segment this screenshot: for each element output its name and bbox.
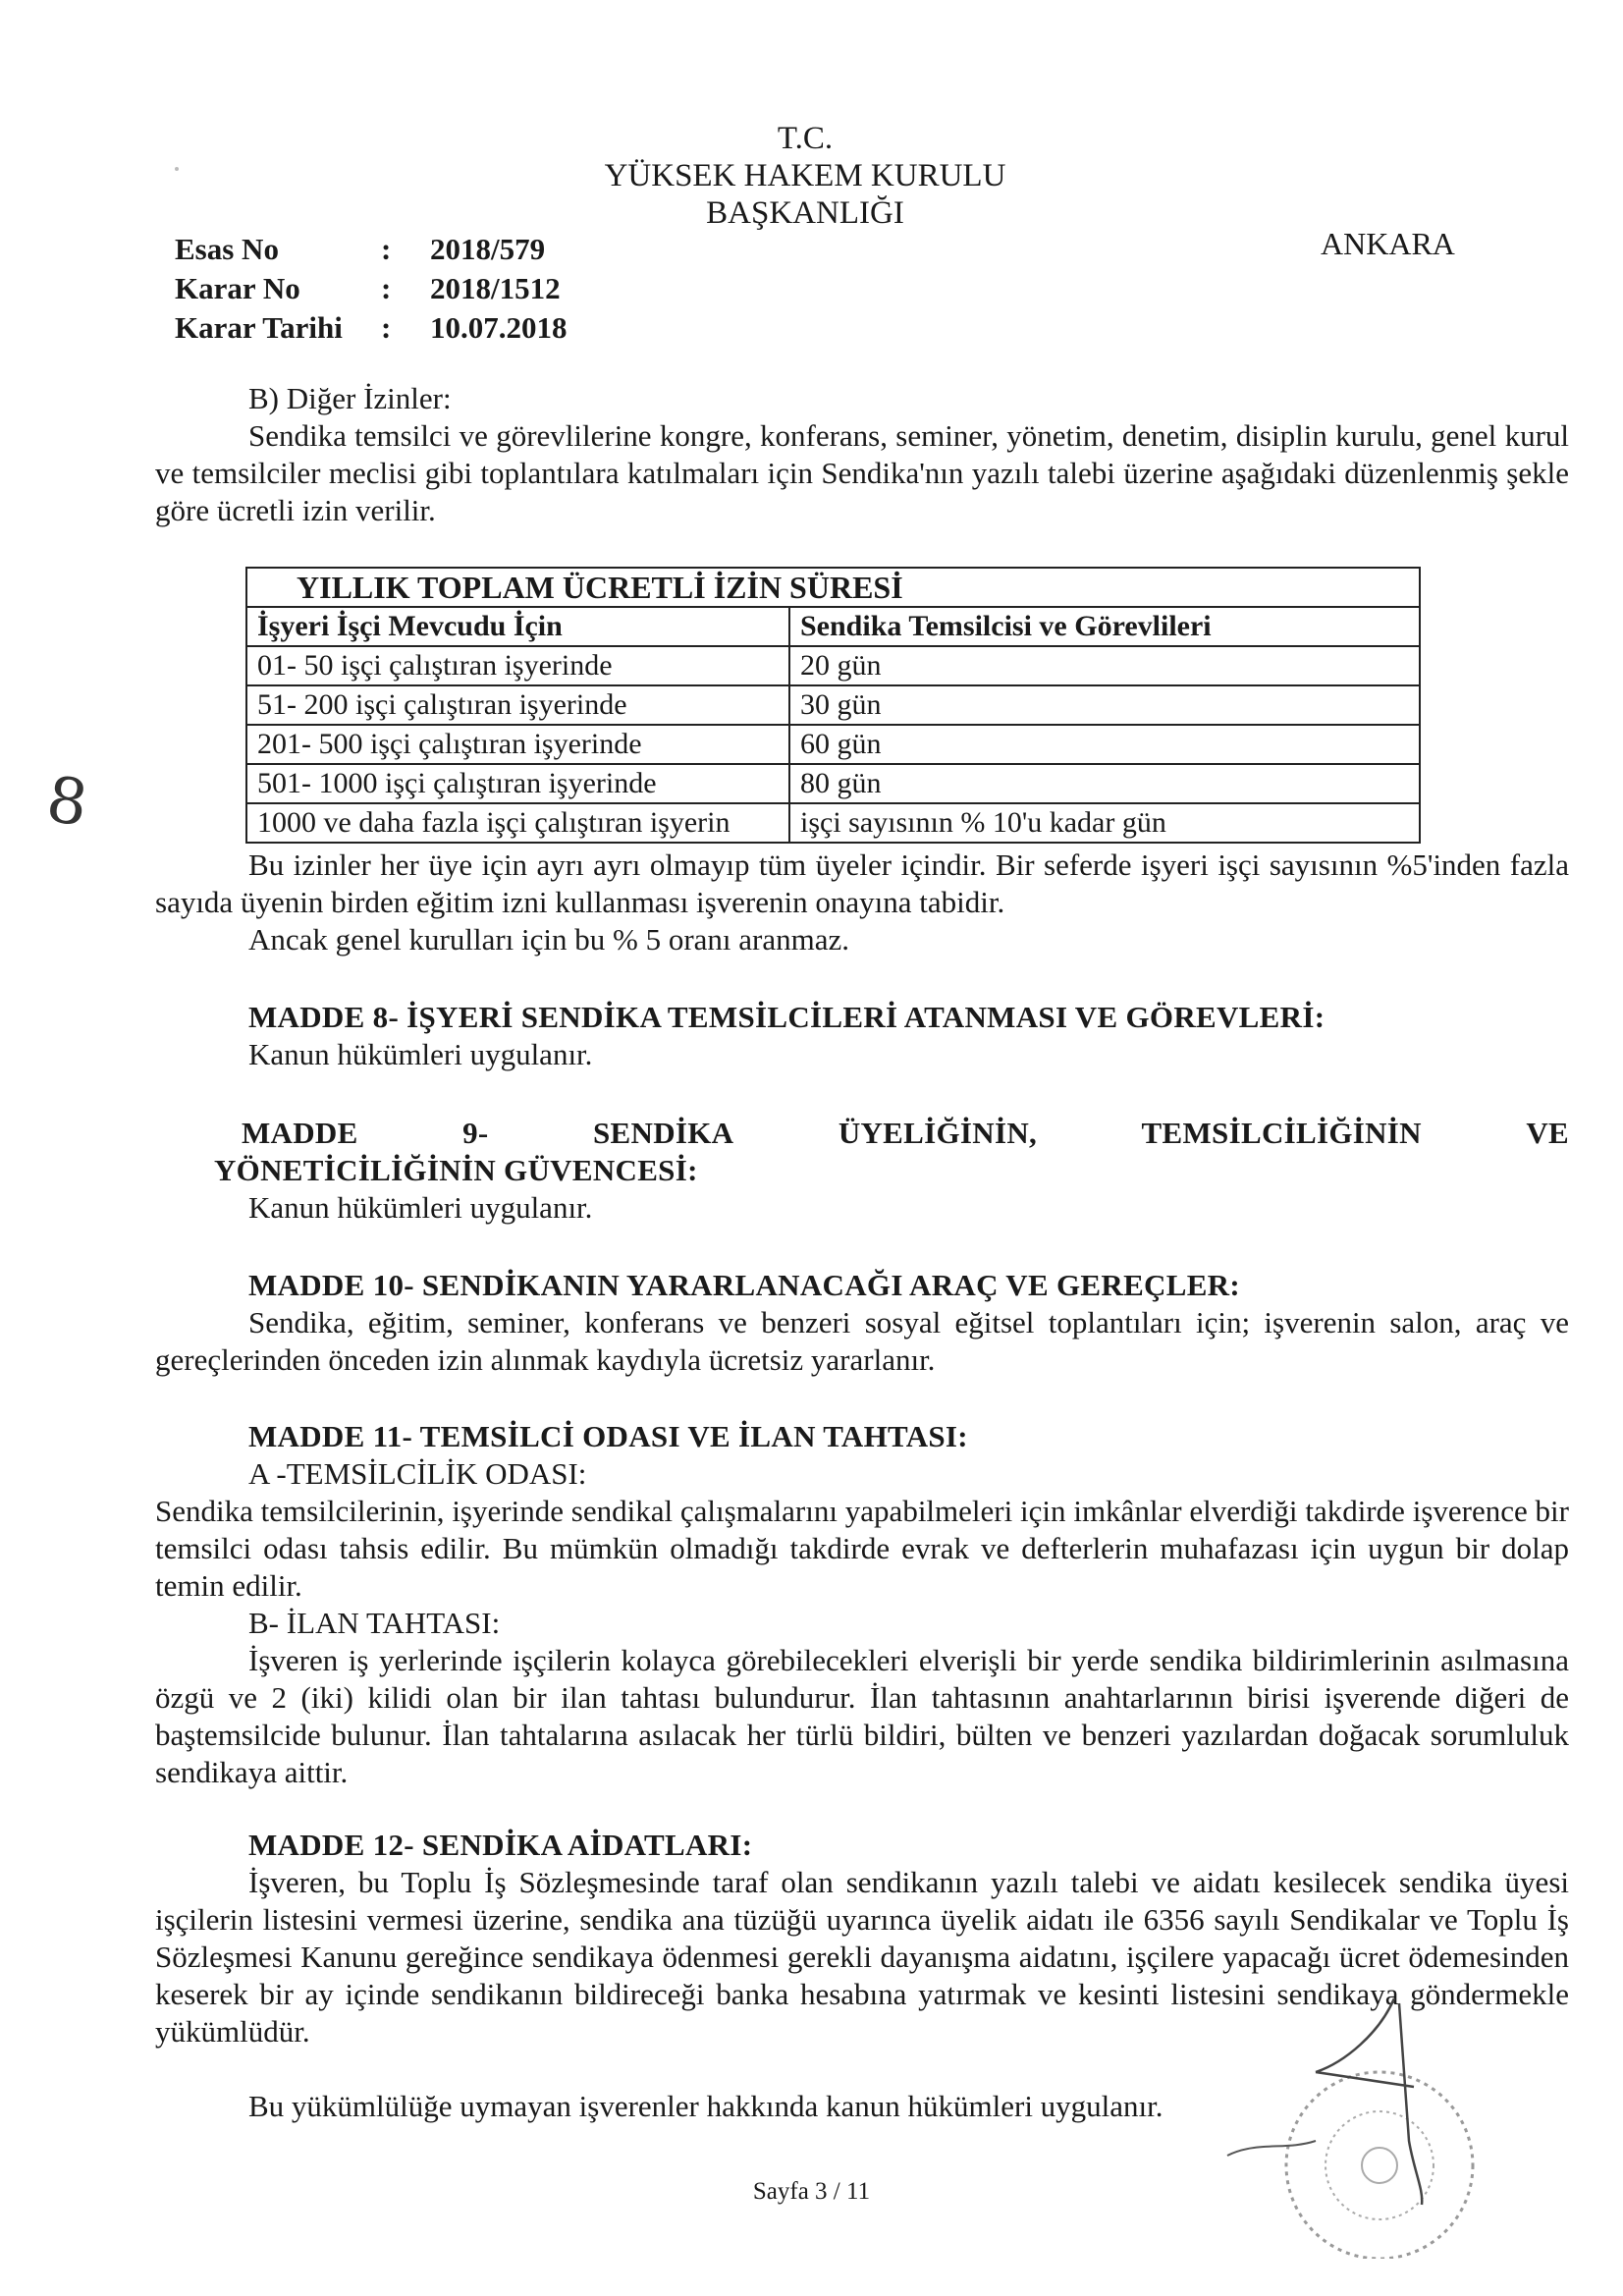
madde-10-title: MADDE 10- SENDİKANIN YARARLANACAĞI ARAÇ VE GEREÇLER: bbox=[248, 1268, 1240, 1302]
table-title: YILLIK TOPLAM ÜCRETLİ İZİN SÜRESİ bbox=[246, 568, 1420, 607]
leave-table bbox=[245, 567, 1421, 844]
madde-8-body: Kanun hükümleri uygulanır. bbox=[248, 1037, 593, 1071]
after-table-text bbox=[155, 847, 1569, 958]
after-table-paragraph: Bu izinler her üye için ayrı ayrı olmayıp tüm üyeler içindir. Bir seferde işyeri işçi sayısının %5'inden fazla sayıda üyenin birden eğitim izni kullanması işverenin onayına tabidir. bbox=[155, 847, 1569, 919]
official-stamp-and-signature bbox=[1168, 1994, 1492, 2259]
header-presidency: BAŞKANLIĞI bbox=[706, 195, 904, 231]
section-b-title: B) Diğer İzinler: bbox=[248, 381, 452, 415]
document-header bbox=[550, 120, 1060, 232]
table-cell-days: 80 gün bbox=[789, 764, 1420, 803]
table-cell-days: 20 gün bbox=[789, 646, 1420, 685]
table-cell-workplace: 201- 500 işçi çalıştıran işyerinde bbox=[246, 725, 789, 764]
esas-label: Esas No bbox=[175, 232, 279, 266]
madde-10-body: Sendika, eğitim, seminer, konferans ve benzeri sosyal eğitsel toplantıları için; işverenin salon, araç ve gereçlerinden önceden izin alınmak kaydıyla ücretsiz yararlanır. bbox=[155, 1305, 1569, 1377]
table-header-representative: Sendika Temsilcisi ve Görevlileri bbox=[789, 607, 1420, 646]
karar-colon: : bbox=[381, 271, 392, 305]
karar-label: Karar No bbox=[175, 271, 300, 305]
page-number: Sayfa 3 / 11 bbox=[752, 2178, 871, 2205]
tarih-row bbox=[175, 308, 568, 348]
table-row bbox=[246, 725, 1420, 764]
section-b bbox=[155, 380, 1569, 529]
table-title-row bbox=[246, 568, 1420, 607]
esas-value: 2018/579 bbox=[430, 232, 546, 266]
madde-12-title: MADDE 12- SENDİKA AİDATLARI: bbox=[248, 1828, 753, 1862]
case-metadata bbox=[175, 230, 568, 348]
table-cell-days: işçi sayısının % 10'u kadar gün bbox=[789, 803, 1420, 843]
table-cell-days: 60 gün bbox=[789, 725, 1420, 764]
madde-11-body-b: İşveren iş yerlerinde işçilerin kolayca görebilecekleri elverişli bir yerde sendika bildirimlerinin asılmasına özgü ve 2 (iki) kilidi olan bir ilan tahtası bulundurur. İlan tahtasının anahtarlarının birisi işverende diğeri de baştemsilcide bulunur. İlan tahtalarına asılacak her türlü bildiri, bülten ve benzeri yazılardan doğacak sorumluluk sendikaya aittir. bbox=[155, 1643, 1569, 1789]
karar-value: 2018/1512 bbox=[430, 271, 561, 305]
tarih-value: 10.07.2018 bbox=[430, 310, 568, 345]
madde-11 bbox=[155, 1418, 1569, 1791]
table-row bbox=[246, 764, 1420, 803]
madde-12-body: İşveren, bu Toplu İş Sözleşmesinde taraf olan sendikanın yazılı talebi ve aidatı kesilecek sendika üyesi işçilerin listesini vermesi üzerine, sendika ana tüzüğü uyarınca üyelik aidatı ile 6356 sayılı Sendikalar ve Toplu İş Sözleşmesi Kanunu gereğince sendikaya ödenmesi gerekli dayanışma aidatını, işçilere yapacağı ücret ödemesinden keserek bir ay içinde sendikanın bildireceği banka hesabına yatırmak ve kesinti listesini sendikaya göndermekle yükümlüdür. bbox=[155, 1865, 1569, 2049]
madde-8-title: MADDE 8- İŞYERİ SENDİKA TEMSİLCİLERİ ATANMASI VE GÖREVLERİ: bbox=[248, 1000, 1325, 1034]
esas-row bbox=[175, 230, 568, 269]
madde-11-title: MADDE 11- TEMSİLCİ ODASI VE İLAN TAHTASI: bbox=[248, 1419, 968, 1453]
madde-11-sub-a: A -TEMSİLCİLİK ODASI: bbox=[248, 1456, 587, 1491]
handwritten-margin-note: 8 bbox=[42, 763, 92, 842]
header-institution: YÜKSEK HAKEM KURULU bbox=[604, 158, 1006, 193]
tarih-label: Karar Tarihi bbox=[175, 310, 343, 345]
table-cell-days: 30 gün bbox=[789, 685, 1420, 725]
madde-9 bbox=[155, 1115, 1569, 1227]
madde-11-body-a: Sendika temsilcilerinin, işyerinde sendikal çalışmalarını yapabilmeleri için imkânlar elverdiği takdirde işverence bir temsilci odası tahsis edilir. Bu mümkün olmadığı takdirde evrak ve defterlerin muhafazası için uygun bir dolap temin edilir. bbox=[155, 1494, 1569, 1603]
table-cell-workplace: 01- 50 işçi çalıştıran işyerinde bbox=[246, 646, 789, 685]
table-cell-workplace: 501- 1000 işçi çalıştıran işyerinde bbox=[246, 764, 789, 803]
section-b-paragraph: Sendika temsilci ve görevlilerine kongre, konferans, seminer, yönetim, denetim, disiplin kurulu, genel kurul ve temsilciler meclisi gibi toplantılara katılmaları için Sendika'nın yazılı talebi üzerine aşağıdaki düzenlenmiş şekle göre ücretli izin verilir. bbox=[155, 418, 1569, 527]
madde-9-body: Kanun hükümleri uygulanır. bbox=[248, 1190, 593, 1225]
madde-9-word: ÜYELİĞİNİN, bbox=[838, 1116, 1038, 1150]
madde-9-word: VE bbox=[1526, 1116, 1569, 1150]
after-table-note: Ancak genel kurulları için bu % 5 oranı aranmaz. bbox=[248, 922, 850, 957]
madde-9-title-line1 bbox=[155, 1115, 1569, 1152]
table-row bbox=[246, 646, 1420, 685]
madde-9-word: 9- bbox=[462, 1116, 489, 1150]
madde-9-title-line2: YÖNETİCİLİĞİNİN GÜVENCESİ: bbox=[214, 1153, 698, 1187]
madde-12-closing: Bu yükümlülüğe uymayan işverenler hakkında kanun hükümleri uygulanır. bbox=[248, 2089, 1163, 2123]
karar-row bbox=[175, 269, 568, 308]
city-label: ANKARA bbox=[1321, 226, 1455, 261]
table-header-row bbox=[246, 607, 1420, 646]
table-cell-workplace: 1000 ve daha fazla işçi çalıştıran işyerin bbox=[246, 803, 789, 843]
table-row bbox=[246, 803, 1420, 843]
madde-9-word: SENDİKA bbox=[592, 1116, 734, 1150]
table-cell-workplace: 51- 200 işçi çalıştıran işyerinde bbox=[246, 685, 789, 725]
header-tc: T.C. bbox=[777, 121, 834, 156]
scan-speck bbox=[175, 167, 179, 171]
tarih-colon: : bbox=[381, 310, 392, 345]
madde-8 bbox=[155, 999, 1569, 1073]
madde-11-sub-b: B- İLAN TAHTASI: bbox=[248, 1606, 501, 1640]
table-header-workplace: İşyeri İşçi Mevcudu İçin bbox=[246, 607, 789, 646]
esas-colon: : bbox=[381, 232, 392, 266]
madde-10 bbox=[155, 1267, 1569, 1379]
madde-9-word: MADDE bbox=[242, 1116, 358, 1150]
madde-9-word: TEMSİLCİLİĞİNİN bbox=[1141, 1116, 1422, 1150]
table-row bbox=[246, 685, 1420, 725]
